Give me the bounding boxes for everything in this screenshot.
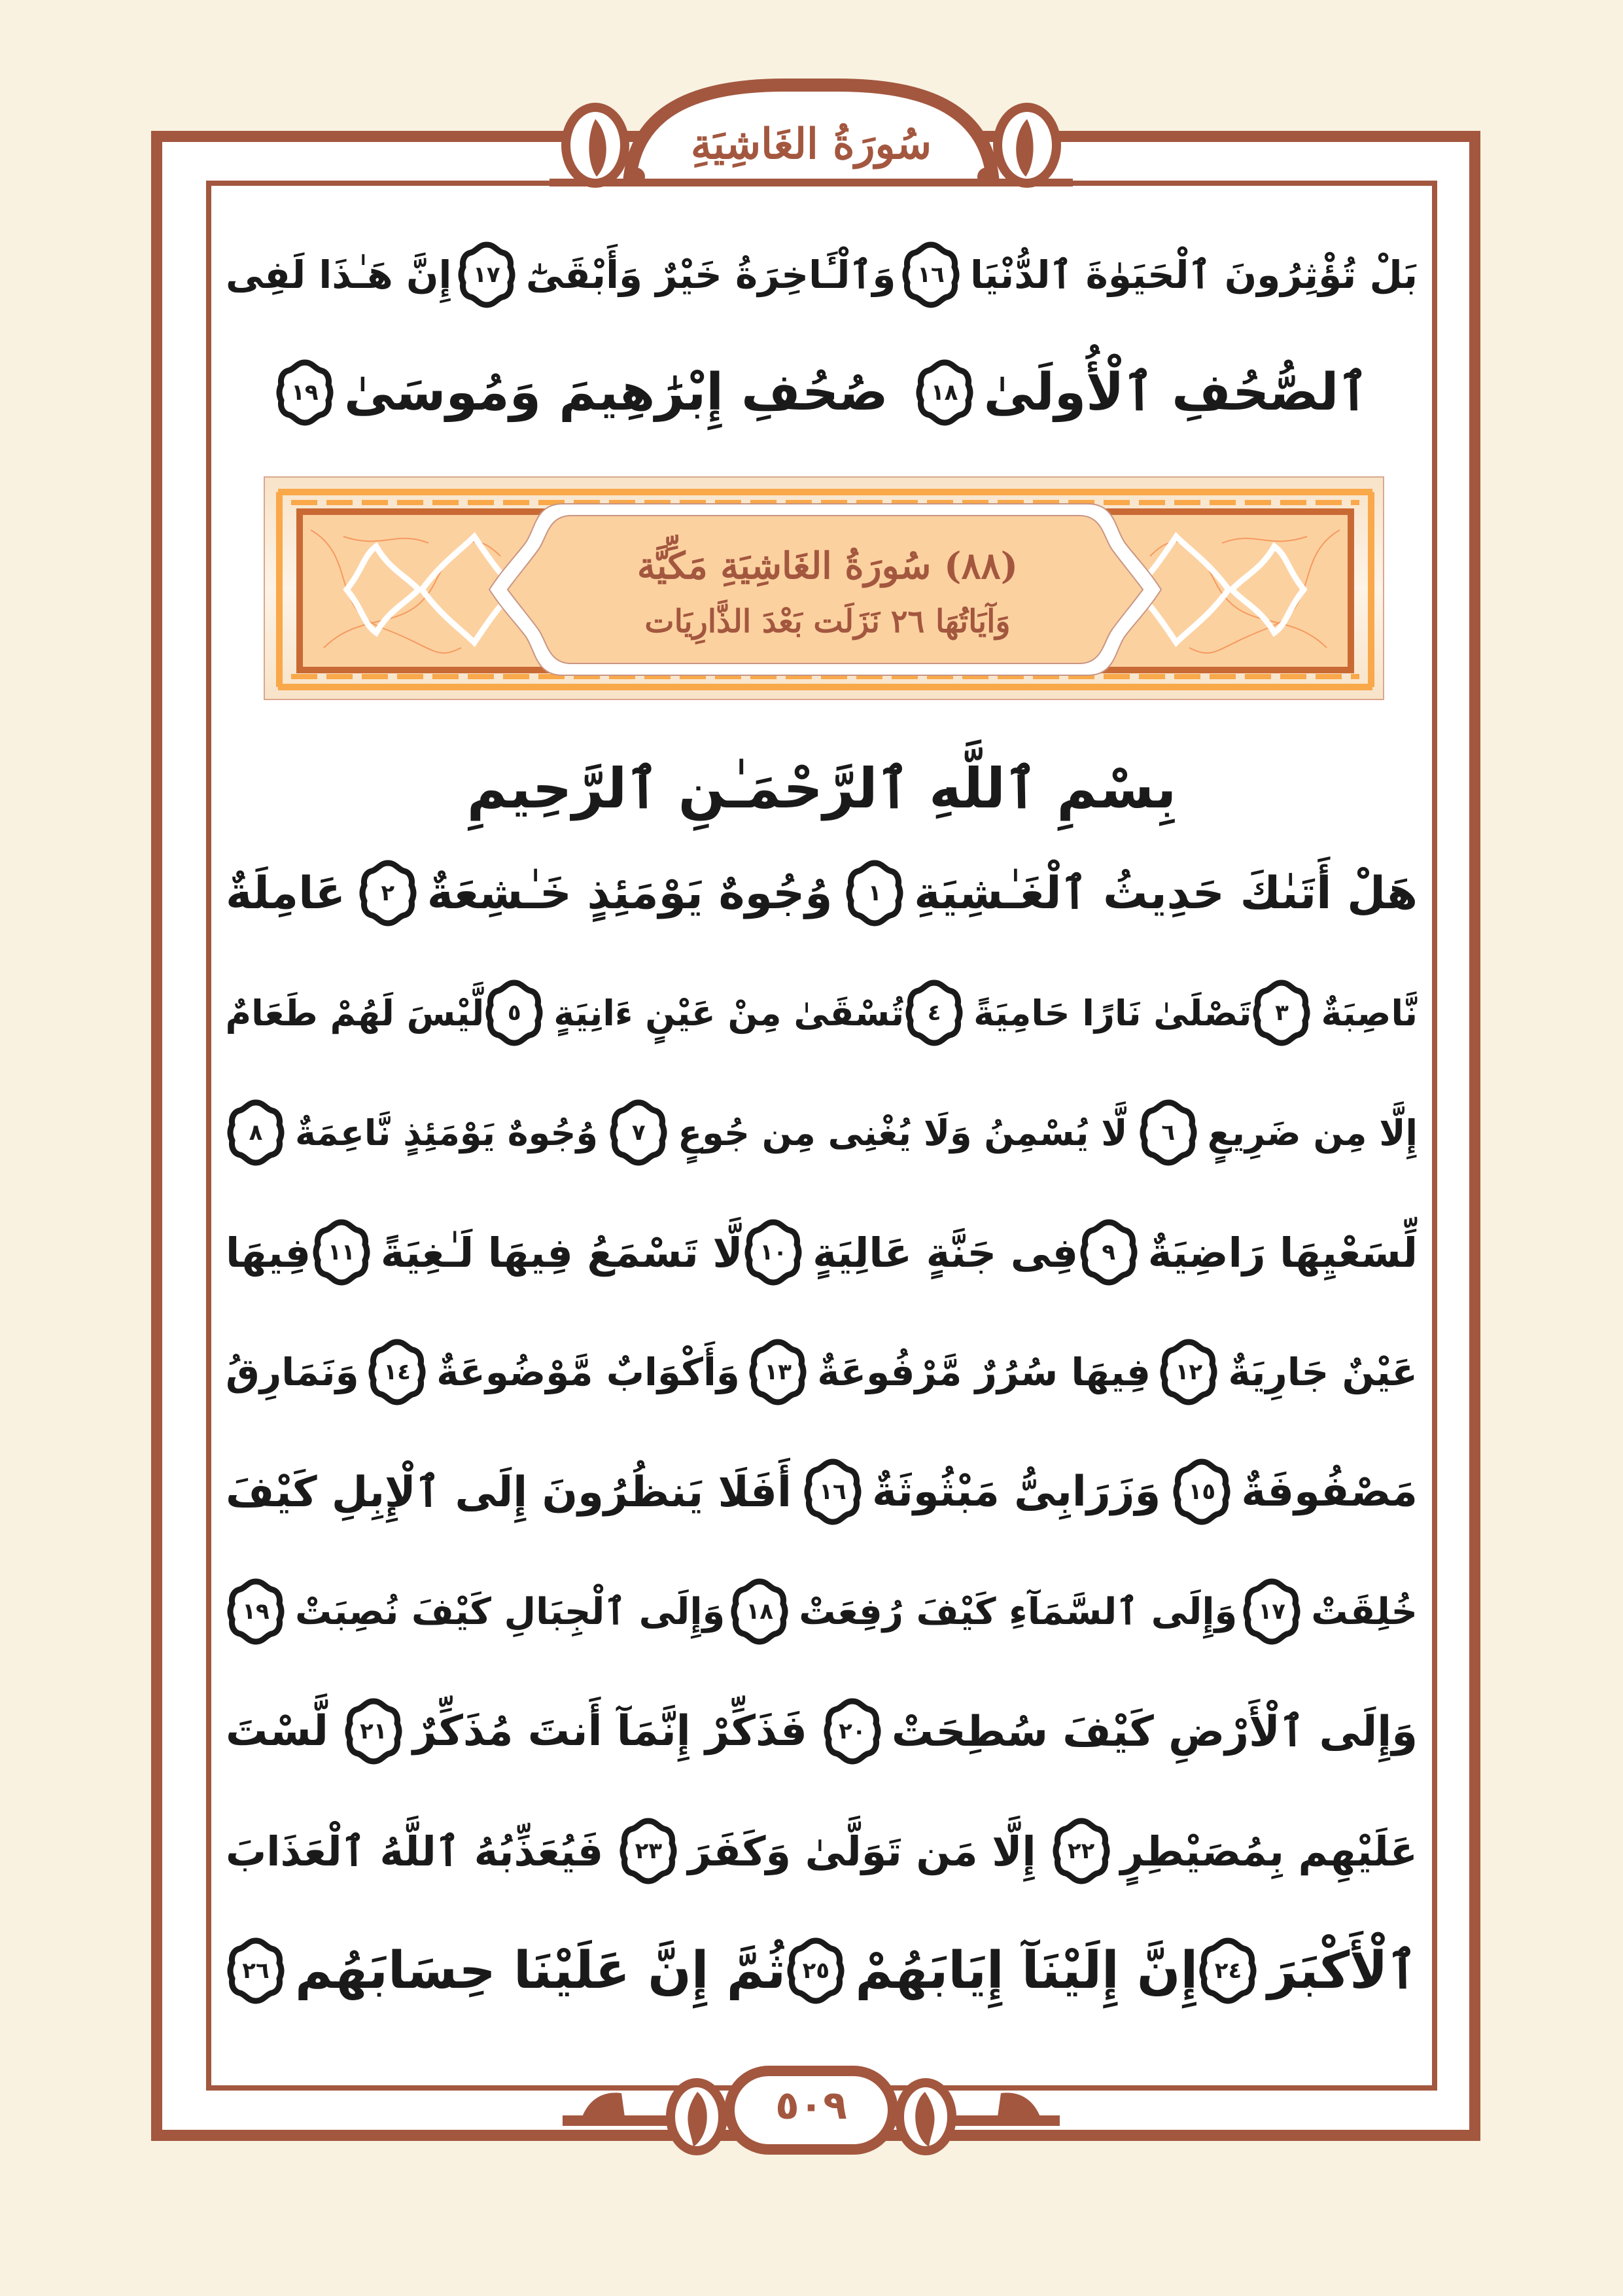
ayah-number: ١٤ — [383, 1359, 411, 1385]
verse-text: تَصْلَىٰ نَارًا حَامِيَةً — [973, 992, 1252, 1034]
ayah-number: ٤ — [927, 1000, 941, 1026]
verse-segment — [1159, 1337, 1418, 1407]
ayah-number: ١٥ — [1188, 1479, 1216, 1505]
verse-text: صُحُفِ إِبْرَٰهِيمَ وَمُوسَىٰ — [343, 363, 888, 422]
surah-text-line — [226, 1203, 1418, 1301]
ayah-number-marker — [904, 978, 964, 1048]
verse-segment — [729, 1576, 1237, 1647]
ayah-number: ١٠ — [759, 1239, 787, 1265]
previous-surah-line — [226, 344, 1418, 442]
verse-segment — [311, 1217, 743, 1288]
verse-segment — [1172, 1457, 1418, 1527]
verse-text: مَصْفُوفَةٌ — [1241, 1468, 1418, 1516]
surah-banner — [264, 476, 1384, 700]
ayah-number: ٢١ — [360, 1718, 387, 1744]
verse-text: أَفَلَا يَنظُرُونَ إِلَى ٱلْإِبِلِ كَيْفَ — [226, 1468, 792, 1517]
ayah-number-marker — [743, 1217, 803, 1288]
verse-text: فِيهَا سُرُرٌ مَّرْفُوعَةٌ — [817, 1350, 1151, 1394]
ayah-number-marker — [1198, 1935, 1258, 2006]
verse-text: وَزَرَابِىُّ مَبْثُوثَةٌ — [871, 1468, 1161, 1516]
bismillah: بِسْمِ ٱللَّهِ ٱلرَّحْمَـٰنِ ٱلرَّحِيمِ — [466, 756, 1177, 821]
ayah-number: ١٧ — [1258, 1598, 1285, 1625]
verse-segment — [1251, 978, 1418, 1048]
verse-text: وَإِلَى ٱلْجِبَالِ كَيْفَ نُصِبَتْ — [295, 1590, 725, 1633]
verse-text: نَّاصِبَةٌ — [1321, 992, 1418, 1034]
surah-text-line — [226, 1563, 1418, 1661]
ayah-number: ٧ — [631, 1120, 646, 1146]
ayah-number-marker — [1242, 1576, 1302, 1647]
verse-text: فِى جَنَّةٍ عَالِيَةٍ — [812, 1228, 1079, 1277]
ayah-number-marker — [901, 239, 961, 310]
ayah-number-marker — [1159, 1337, 1219, 1407]
ayah-number: ١٨ — [746, 1598, 773, 1625]
verse-segment — [226, 1468, 792, 1517]
ayah-number-marker — [915, 357, 975, 428]
verse-segment — [1242, 1576, 1418, 1647]
page-number: ٥٠٩ — [775, 2083, 847, 2128]
ayah-number-marker — [226, 1935, 286, 2006]
ayah-number: ١٩ — [242, 1598, 270, 1625]
ayah-number: ٢٦ — [242, 1958, 270, 1984]
verse-text: إِلَّا مَن تَوَلَّىٰ وَكَفَرَ — [688, 1827, 1036, 1875]
verse-text: وُجُوهٌ يَوْمَئِذٍ خَـٰشِعَةٌ — [427, 867, 833, 919]
verse-segment — [1079, 1217, 1418, 1288]
verse-text: وُجُوهٌ يَوْمَئِذٍ نَّاعِمَةٌ — [295, 1112, 599, 1154]
verse-text: إِنَّ هَـٰذَا لَفِى — [226, 253, 452, 297]
ayah-number: ١٣ — [764, 1359, 792, 1385]
ayah-number-marker — [457, 239, 517, 310]
ayah-number-marker — [1051, 1816, 1111, 1886]
verse-text: بَلْ تُؤْثِرُونَ ٱلْحَيَوٰةَ ٱلدُّنْيَا — [969, 253, 1418, 297]
verse-segment — [226, 1576, 725, 1647]
verse-text: ٱلْأَكْبَرَ — [1267, 1941, 1418, 2000]
ayah-number: ٢٢ — [1067, 1838, 1095, 1864]
verse-segment — [275, 357, 888, 428]
ayah-number: ٢ — [381, 880, 395, 906]
surah-text-line — [226, 1323, 1418, 1421]
ayah-number: ٢٣ — [635, 1838, 663, 1864]
verse-text: لَّا يُسْمِنُ وَلَا يُغْنِى مِن جُوعٍ — [678, 1112, 1128, 1154]
ayah-number-marker — [226, 1097, 286, 1168]
verse-segment — [1051, 1816, 1418, 1886]
verse-text: هَلْ أَتَىٰكَ حَدِيثُ ٱلْغَـٰشِيَةِ — [914, 868, 1418, 919]
ayah-number: ٢٥ — [802, 1958, 830, 1984]
verse-segment — [1198, 1935, 1418, 2006]
ayah-number-marker — [311, 1217, 372, 1288]
ayah-number-marker — [786, 1935, 846, 2006]
ayah-number-marker — [275, 357, 335, 428]
verse-text: خُلِقَتْ — [1311, 1590, 1418, 1633]
verse-segment — [226, 1350, 359, 1394]
verse-text: لَّسْتَ — [226, 1707, 328, 1756]
verse-segment — [343, 1696, 807, 1767]
ayah-number-marker — [484, 978, 544, 1048]
ayah-number-marker — [803, 1457, 863, 1527]
ayah-number-marker — [343, 1696, 404, 1767]
verse-segment — [901, 239, 1418, 310]
ayah-number: ٨ — [249, 1120, 263, 1146]
verse-text: لَّا تَسْمَعُ فِيهَا لَـٰغِيَةً — [380, 1228, 743, 1277]
surah-text-line — [226, 1802, 1418, 1900]
ayah-number: ٣ — [1275, 1000, 1289, 1026]
verse-segment — [786, 1935, 1198, 2006]
surah-title-header: سُورَةُ الغَاشِيَةِ — [690, 119, 932, 169]
verse-text: إِلَّا مِن ضَرِيعٍ — [1207, 1112, 1418, 1154]
verse-segment — [845, 858, 1418, 928]
ayah-number-marker — [226, 1576, 286, 1647]
surah-text-line — [226, 844, 1418, 942]
ayah-number: ٩ — [1102, 1239, 1116, 1265]
ayah-number: ١٦ — [819, 1479, 846, 1505]
ayah-number: ١٩ — [291, 380, 319, 406]
verse-segment — [904, 978, 1251, 1048]
ayah-number: ٦ — [1161, 1120, 1176, 1146]
verse-segment — [226, 253, 451, 297]
ayah-number: ١٨ — [930, 380, 958, 406]
previous-surah-line — [226, 226, 1418, 324]
verse-text: عَيْنٌ جَارِيَةٌ — [1228, 1350, 1418, 1394]
surah-text-line — [226, 1443, 1418, 1541]
surah-text-line — [226, 964, 1418, 1062]
verse-segment — [226, 868, 345, 919]
verse-text: وَإِلَى ٱلْأَرْضِ كَيْفَ سُطِحَتْ — [891, 1707, 1418, 1756]
verse-text: فَيُعَذِّبُهُ ٱللَّهُ ٱلْعَذَابَ — [226, 1827, 604, 1875]
verse-segment — [226, 993, 484, 1034]
ayah-number: ١٦ — [917, 262, 945, 288]
verse-segment — [226, 1707, 328, 1756]
verse-text: عَلَيْهِم بِمُصَيْطِرٍ — [1120, 1827, 1418, 1875]
verse-segment — [618, 1816, 1036, 1886]
ayah-number-marker — [618, 1816, 678, 1886]
ayah-number: ١٧ — [473, 262, 500, 288]
ayah-number-marker — [367, 1337, 427, 1407]
ayah-number-marker — [1251, 978, 1312, 1048]
verse-text: وَأَكْوَابٌ مَّوْضُوعَةٌ — [436, 1350, 740, 1394]
verse-segment — [822, 1696, 1418, 1767]
verse-segment — [1138, 1097, 1418, 1168]
surah-text-line — [226, 1682, 1418, 1780]
ayah-number-marker — [608, 1097, 669, 1168]
verse-segment — [484, 978, 904, 1048]
ayah-number-marker — [1172, 1457, 1232, 1527]
verse-text: فِيهَا — [226, 1228, 311, 1277]
ayah-number: ٥ — [507, 1000, 521, 1026]
verse-segment — [748, 1337, 1151, 1407]
ayah-number-marker — [822, 1696, 882, 1767]
verse-text: ثُمَّ إِنَّ عَلَيْنَا حِسَابَهُم — [295, 1941, 786, 2000]
verse-segment — [803, 1457, 1161, 1527]
ayah-number: ١ — [867, 880, 882, 906]
surah-text-line — [226, 1922, 1418, 2020]
verse-text: وَنَمَارِقُ — [226, 1350, 359, 1394]
verse-segment — [358, 858, 833, 928]
ayah-number-marker — [845, 858, 905, 928]
verse-segment — [915, 357, 1369, 428]
verse-segment — [367, 1337, 740, 1407]
surah-text-line — [226, 1084, 1418, 1182]
verse-segment — [743, 1217, 1078, 1288]
verse-segment — [226, 1935, 786, 2006]
verse-text: إِنَّ إِلَيْنَآ إِيَابَهُمْ — [855, 1941, 1198, 2000]
ayah-number: ٢٠ — [839, 1718, 866, 1744]
verse-segment — [226, 1097, 598, 1168]
ayah-number-marker — [729, 1576, 790, 1647]
ayah-number-marker — [1079, 1217, 1139, 1288]
surah-verse-count-revelation: وَآيَاتُهَا ٢٦ نَزَلَت بَعْدَ الذَّارِيَات — [644, 603, 1011, 640]
verse-segment — [608, 1097, 1127, 1168]
verse-text: لِّسَعْيِهَا رَاضِيَةٌ — [1147, 1228, 1418, 1277]
verse-text: فَذَكِّرْ إِنَّمَآ أَنتَ مُذَكِّرٌ — [412, 1707, 807, 1756]
verse-text: لَّيْسَ لَهُمْ طَعَامٌ — [226, 992, 485, 1034]
ayah-number-marker — [358, 858, 418, 928]
surah-info — [637, 523, 1019, 661]
ayah-number: ١٢ — [1175, 1359, 1203, 1385]
surah-number-and-name: (٨٨) سُورَةُ الغَاشِيَةِ مَكِّيَّة — [637, 544, 1019, 588]
verse-text: وَإِلَى ٱلسَّمَآءِ كَيْفَ رُفِعَتْ — [799, 1590, 1238, 1633]
ayah-number-marker — [748, 1337, 808, 1407]
verse-segment — [226, 1828, 603, 1875]
verse-segment — [457, 239, 896, 310]
verse-text: ٱلصُّحُفِ ٱلْأُولَىٰ — [983, 363, 1369, 422]
ayah-number: ٢٤ — [1214, 1958, 1242, 1984]
ayah-number-marker — [1138, 1097, 1198, 1168]
ayah-number: ١١ — [328, 1239, 355, 1265]
verse-segment — [226, 1229, 311, 1277]
verse-text: عَامِلَةٌ — [226, 867, 346, 919]
verse-text: وَٱلْـَٔاخِرَةُ خَيْرٌ وَأَبْقَىٰٓ — [525, 253, 896, 297]
verse-text: تُسْقَىٰ مِنْ عَيْنٍ ءَانِيَةٍ — [553, 992, 905, 1034]
